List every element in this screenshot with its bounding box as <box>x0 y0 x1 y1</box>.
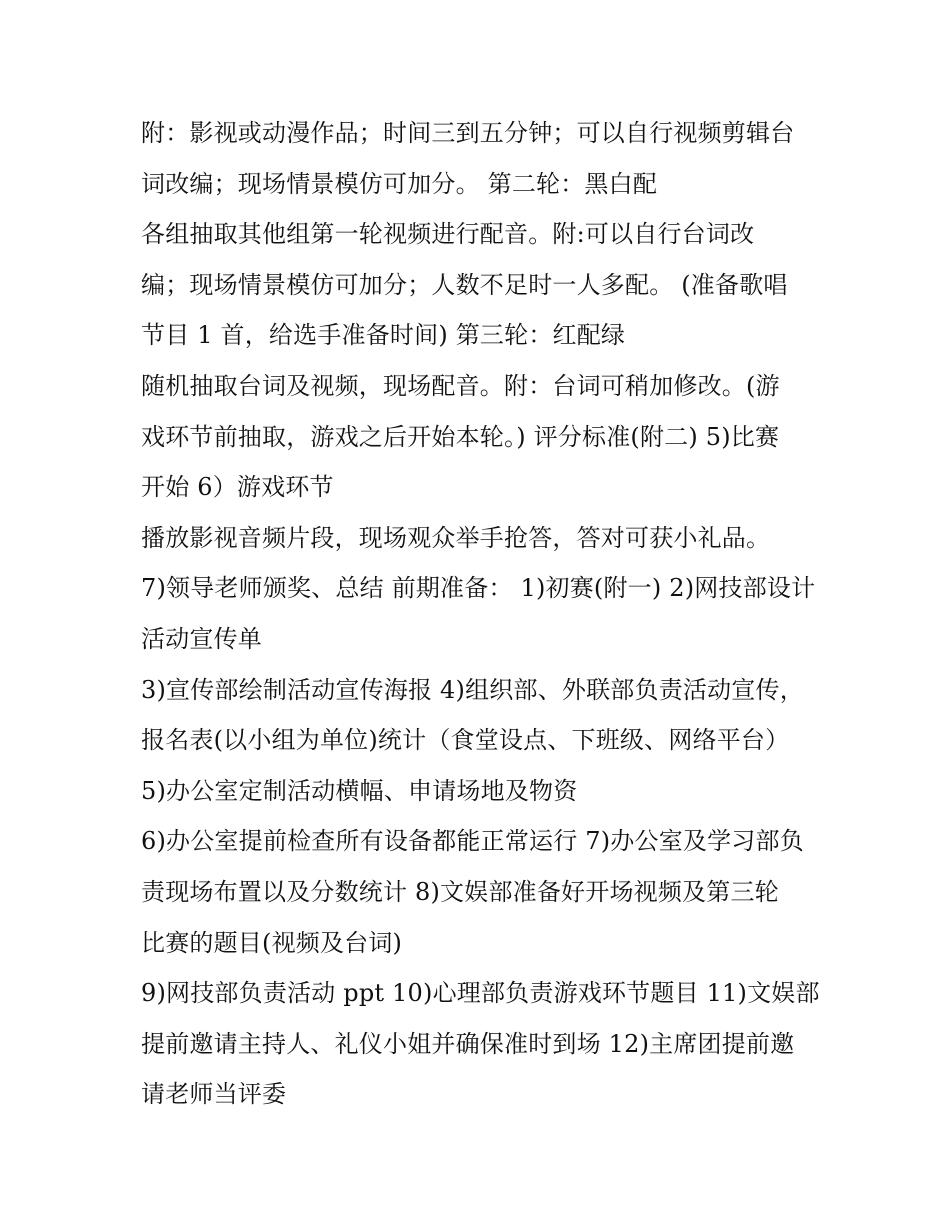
text-line: 开始 6）游戏环节 <box>141 473 334 502</box>
text-line: 责现场布置以及分数统计 8)文娱部准备好开场视频及第三轮 <box>141 877 779 906</box>
text-line: 各组抽取其他组第一轮视频进行配音。附:可以自行台词改 <box>141 220 755 249</box>
document-body <box>141 108 841 1120</box>
text-line: 播放影视音频片段，现场观众举手抢答，答对可获小礼品。 <box>141 523 771 552</box>
text-line: 活动宣传单 <box>141 624 262 653</box>
text-line: 7)领导老师颁奖、总结 前期准备： 1)初赛(附一) 2)网技部设计 <box>141 574 816 603</box>
text-line: 随机抽取台词及视频，现场配音。附：台词可稍加修改。(游 <box>141 371 780 400</box>
text-line: 附：影视或动漫作品；时间三到五分钟；可以自行视频剪辑台 <box>141 119 795 147</box>
text-line: 戏环节前抽取，游戏之后开始本轮。) 评分标准(附二) 5)比赛 <box>141 422 780 451</box>
text-line: 编；现场情景模仿可加分；人数不足时一人多配。 (准备歌唱 <box>141 270 788 299</box>
text-line: 6)办公室提前检查所有设备都能正常运行 7)办公室及学习部负 <box>141 827 804 856</box>
text-line: 报名表(以小组为单位)统计（食堂设点、下班级、网络平台） <box>141 726 790 755</box>
text-line: 请老师当评委 <box>141 1080 287 1109</box>
text-line: 比赛的题目(视频及台词) <box>141 928 403 957</box>
text-line: 3)宣传部绘制活动宣传海报 4)组织部、外联部负责活动宣传， <box>141 675 804 704</box>
text-line: 词改编；现场情景模仿可加分。 第二轮：黑白配 <box>141 169 658 198</box>
text-line: 提前邀请主持人、礼仪小姐并确保准时到场 12)主席团提前邀 <box>141 1029 795 1058</box>
text-line: 9)网技部负责活动 ppt 10)心理部负责游戏环节题目 11)文娱部 <box>141 979 820 1008</box>
text-line: 节目 1 首，给选手准备时间) 第三轮：红配绿 <box>141 321 626 350</box>
text-line: 5)办公室定制活动横幅、申请场地及物资 <box>141 776 578 805</box>
